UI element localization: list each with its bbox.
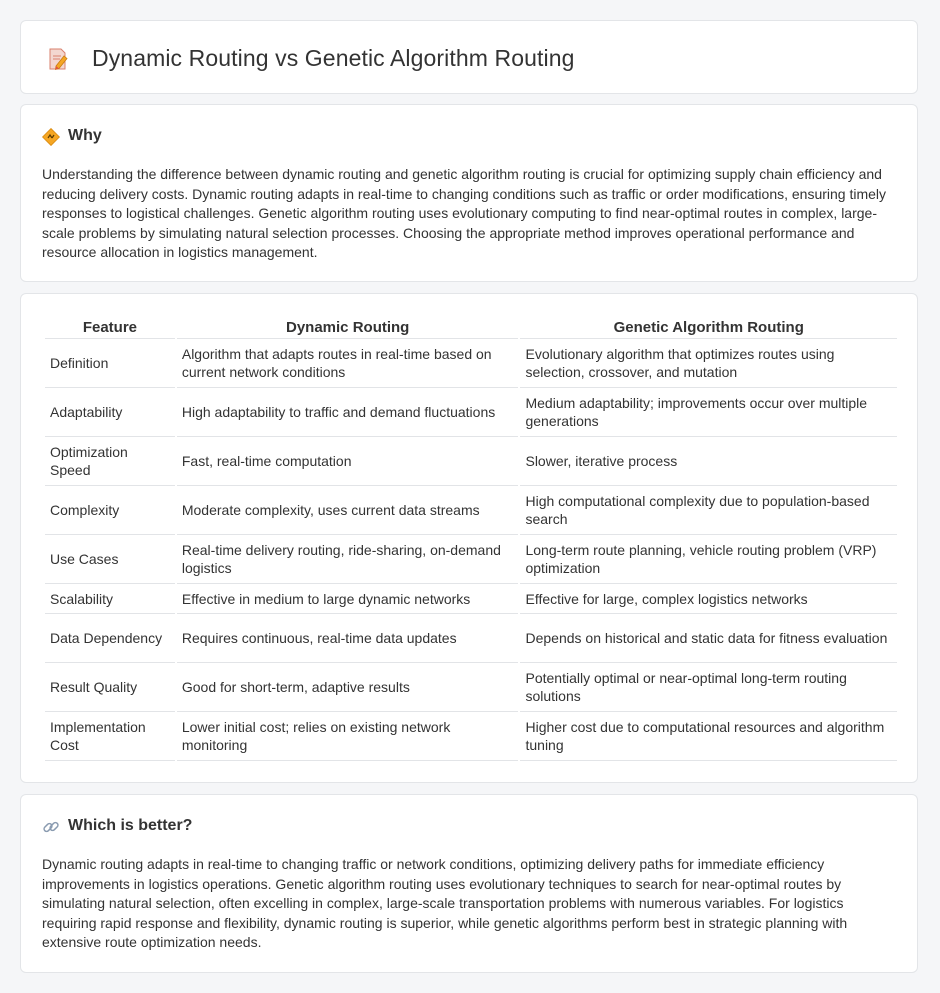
dynamic-cell: Real-time delivery routing, ride-sharing, on-demand logistics: [177, 535, 519, 584]
table-row: [45, 437, 897, 486]
better-heading-label: Which is better?: [68, 817, 193, 834]
comparison-table: [43, 316, 899, 761]
table-header-row: [45, 316, 897, 339]
feature-cell: Definition: [45, 339, 175, 388]
header-genetic-algorithm-routing: Genetic Algorithm Routing: [520, 316, 897, 339]
which-is-better-section: [20, 794, 918, 973]
table-row: [45, 388, 897, 437]
why-heading-label: Why: [68, 127, 102, 144]
feature-cell: Implementation Cost: [45, 712, 175, 761]
why-section: [20, 104, 918, 282]
genetic-cell: Evolutionary algorithm that optimizes routes using selection, crossover, and mutation: [520, 339, 897, 388]
feature-cell: Result Quality: [45, 663, 175, 712]
genetic-cell: High computational complexity due to population-based search: [520, 486, 897, 535]
comparison-section: [20, 293, 918, 783]
table-row: [45, 663, 897, 712]
dynamic-cell: Moderate complexity, uses current data streams: [177, 486, 519, 535]
dynamic-cell: Requires continuous, real-time data updates: [177, 614, 519, 663]
table-row: [45, 712, 897, 761]
link-icon: [42, 818, 60, 836]
genetic-cell: Long-term route planning, vehicle routing problem (VRP) optimization: [520, 535, 897, 584]
better-paragraph: Dynamic routing adapts in real-time to changing traffic or network conditions, optimizing delivery paths for immediate efficiency improvements in logistics operations. Genetic algorithm routing uses evolutionary techniques to search for near-optimal routes by simulating natural selection, often excelling in complex, large-scale transportation problems with numerous variables. For logistics requiring rapid response and flexibility, dynamic routing is superior, while genetic algorithms perform best in strategic planning with extensive route optimization needs.: [42, 856, 848, 951]
feature-cell: Use Cases: [45, 535, 175, 584]
feature-cell: Data Dependency: [45, 614, 175, 663]
table-row: [45, 339, 897, 388]
dynamic-cell: Algorithm that adapts routes in real-time based on current network conditions: [177, 339, 519, 388]
genetic-cell: Effective for large, complex logistics networks: [520, 584, 897, 614]
page-title: Dynamic Routing vs Genetic Algorithm Routing: [92, 45, 575, 71]
title-card: [20, 20, 918, 94]
table-row: [45, 535, 897, 584]
feature-cell: Optimization Speed: [45, 437, 175, 486]
feature-cell: Adaptability: [45, 388, 175, 437]
dynamic-cell: Good for short-term, adaptive results: [177, 663, 519, 712]
dynamic-cell: Effective in medium to large dynamic networks: [177, 584, 519, 614]
document-pencil-icon: [47, 47, 69, 71]
table-row: [45, 584, 897, 614]
dynamic-cell: Fast, real-time computation: [177, 437, 519, 486]
road-sign-icon: [42, 128, 60, 146]
why-paragraph: Understanding the difference between dynamic routing and genetic algorithm routing is crucial for optimizing supply chain efficiency and reducing delivery costs. Dynamic routing adapts in real-time to changing conditions such as traffic or order modifications, ensuring timely responses to logistical challenges. Genetic algorithm routing uses evolutionary computing to find near-optimal routes in complex, large-scale problems by simulating natural selection processes. Choosing the appropriate method improves operational performance and resource allocation in logistics management.: [42, 166, 887, 261]
table-row: [45, 614, 897, 663]
dynamic-cell: Lower initial cost; relies on existing network monitoring: [177, 712, 519, 761]
dynamic-cell: High adaptability to traffic and demand fluctuations: [177, 388, 519, 437]
genetic-cell: Slower, iterative process: [520, 437, 897, 486]
header-dynamic-routing: Dynamic Routing: [177, 316, 519, 339]
genetic-cell: Higher cost due to computational resources and algorithm tuning: [520, 712, 897, 761]
genetic-cell: Medium adaptability; improvements occur over multiple generations: [520, 388, 897, 437]
genetic-cell: Depends on historical and static data for fitness evaluation: [520, 614, 897, 663]
feature-cell: Scalability: [45, 584, 175, 614]
header-feature: Feature: [45, 316, 175, 339]
genetic-cell: Potentially optimal or near-optimal long-term routing solutions: [520, 663, 897, 712]
feature-cell: Complexity: [45, 486, 175, 535]
table-row: [45, 486, 897, 535]
